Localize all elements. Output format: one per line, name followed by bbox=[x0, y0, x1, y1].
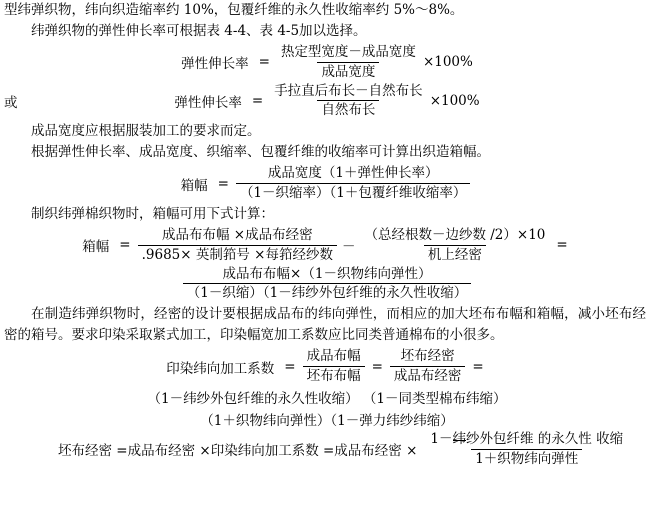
equation-6-numerator-suffix: 纱外包纤维 的永久性 收缩 bbox=[466, 430, 624, 447]
equation-2-equals: = bbox=[251, 92, 264, 109]
paragraph-5: 制织纬弹棉织物时，箱幅可用下式计算： bbox=[31, 205, 274, 222]
equation-5-numerator-2: 坯布经密 bbox=[400, 348, 455, 365]
equation-2-tail: ×100% bbox=[429, 92, 480, 109]
equation-4-fraction-3 bbox=[183, 266, 471, 303]
equation-1-denominator: 成品宽度 bbox=[317, 62, 379, 81]
equation-2-label: 弹性伸长率 bbox=[174, 94, 242, 111]
equation-6-fraction bbox=[426, 431, 627, 468]
equation-5-note-1: （1－纬纱外包纤维的永久性收缩） （1－同类型棉布纬缩） bbox=[147, 390, 507, 407]
paragraph-6: 在制造纬弹织物时，经密的设计要根据成品布的纬向弹性，而相应的加大坯布布幅和箱幅，减小坯布经密的箱号。要求印染采取紧式加工，印染幅宽加工系数应比同类普通棉布的小很多。 bbox=[4, 306, 646, 344]
equation-4-numerator-2: （总经根数－边纱数 /2）×10 bbox=[364, 226, 546, 243]
equation-3-label: 箱幅 bbox=[180, 177, 208, 194]
equation-elastic-elongation-2 bbox=[0, 83, 654, 120]
equation-reed-width-cotton bbox=[0, 227, 654, 264]
equation-4-minus: － bbox=[341, 239, 356, 256]
equation-1-tail: ×100% bbox=[422, 54, 473, 71]
equation-5-denominator-2: 成品布经密 bbox=[390, 366, 466, 385]
equation-1-equals: = bbox=[258, 54, 270, 71]
equation-6-numerator bbox=[426, 431, 627, 449]
equation-5-note-line-1 bbox=[0, 387, 654, 407]
equation-5-equals-3: = bbox=[472, 358, 484, 375]
equation-greige-warp-density bbox=[0, 431, 654, 468]
equation-2-numerator: 手拉直后布长－自然布长 bbox=[274, 82, 423, 99]
equation-4-equals: = bbox=[119, 237, 131, 254]
equation-4-numerator-1: 成品布布幅 ×成品布经密 bbox=[161, 226, 313, 243]
or-label: 或 bbox=[4, 94, 18, 111]
equation-4-fraction-2 bbox=[360, 227, 549, 264]
equation-4-numerator-3: 成品布布幅×（1－织物纬向弹性） bbox=[222, 265, 432, 282]
equation-5-denominator-1: 坯布布幅 bbox=[303, 366, 365, 385]
equation-reed-width bbox=[0, 165, 654, 202]
equation-5-equals-2: = bbox=[371, 358, 383, 375]
equation-4-label: 箱幅 bbox=[82, 239, 110, 256]
equation-1-fraction bbox=[277, 44, 420, 81]
equation-6-numerator-prefix: 1－ bbox=[430, 430, 453, 447]
equation-2-denominator: 自然布长 bbox=[317, 100, 379, 119]
equation-5-numerator-1: 成品布幅 bbox=[306, 348, 361, 365]
equation-4-denominator-2: 机上经密 bbox=[424, 245, 486, 264]
equation-reed-width-cotton-alt bbox=[0, 266, 654, 303]
equation-4-fraction-1 bbox=[138, 227, 337, 264]
equation-6-denominator: 1＋织物纬向弹性 bbox=[471, 449, 582, 468]
equation-6-lead: 坯布经密 =成品布经密 ×印染纬向加工系数 =成品布经密 × bbox=[58, 443, 418, 460]
equation-5-note-line-2 bbox=[0, 409, 654, 429]
paragraph-2: 纬弹织物的弹性伸长率可根据表 4-4、表 4-5加以选择。 bbox=[31, 22, 367, 39]
equation-5-fraction-1 bbox=[303, 348, 365, 385]
equation-5-equals-1: = bbox=[284, 358, 296, 375]
paragraph-3: 成品宽度应根据服装加工的要求而定。 bbox=[31, 123, 261, 140]
equation-6-numerator-struck: 纬 bbox=[452, 430, 467, 447]
paragraph-4: 根据弹性伸长率、成品宽度、织缩率、包覆纤维的收缩率可计算出织造箱幅。 bbox=[31, 144, 490, 161]
equation-4-denominator-1: .9685× 英制筘号 ×每筘经纱数 bbox=[138, 245, 337, 264]
equation-3-fraction bbox=[236, 165, 470, 202]
equation-4-denominator-3: （1－织缩）（1－纬纱外包纤维的永久性收缩） bbox=[183, 283, 471, 302]
equation-5-note-2: （1＋织物纬向弹性）（1－弹力纬纱纬缩） bbox=[200, 412, 454, 429]
paragraph-1: 型纬弹织物，纬向织造缩率约 10%，包覆纤维的永久性收缩率约 5%～8%。 bbox=[4, 2, 464, 18]
equation-5-label: 印染纬向加工系数 bbox=[166, 360, 275, 377]
equation-3-equals: = bbox=[217, 175, 229, 192]
equation-1-label: 弹性伸长率 bbox=[181, 56, 249, 73]
equation-dyeing-coefficient bbox=[0, 348, 654, 385]
equation-3-numerator: 成品宽度（1＋弹性伸长率） bbox=[267, 165, 439, 182]
equation-elastic-elongation-1 bbox=[0, 44, 654, 81]
equation-2-fraction bbox=[270, 83, 427, 120]
equation-5-fraction-2 bbox=[390, 348, 466, 385]
equation-3-denominator: （1－织缩率）（1＋包覆纤维收缩率） bbox=[236, 183, 470, 202]
equation-4-equals-2: = bbox=[556, 237, 568, 254]
equation-1-numerator: 热定型宽度－成品宽度 bbox=[280, 43, 416, 60]
